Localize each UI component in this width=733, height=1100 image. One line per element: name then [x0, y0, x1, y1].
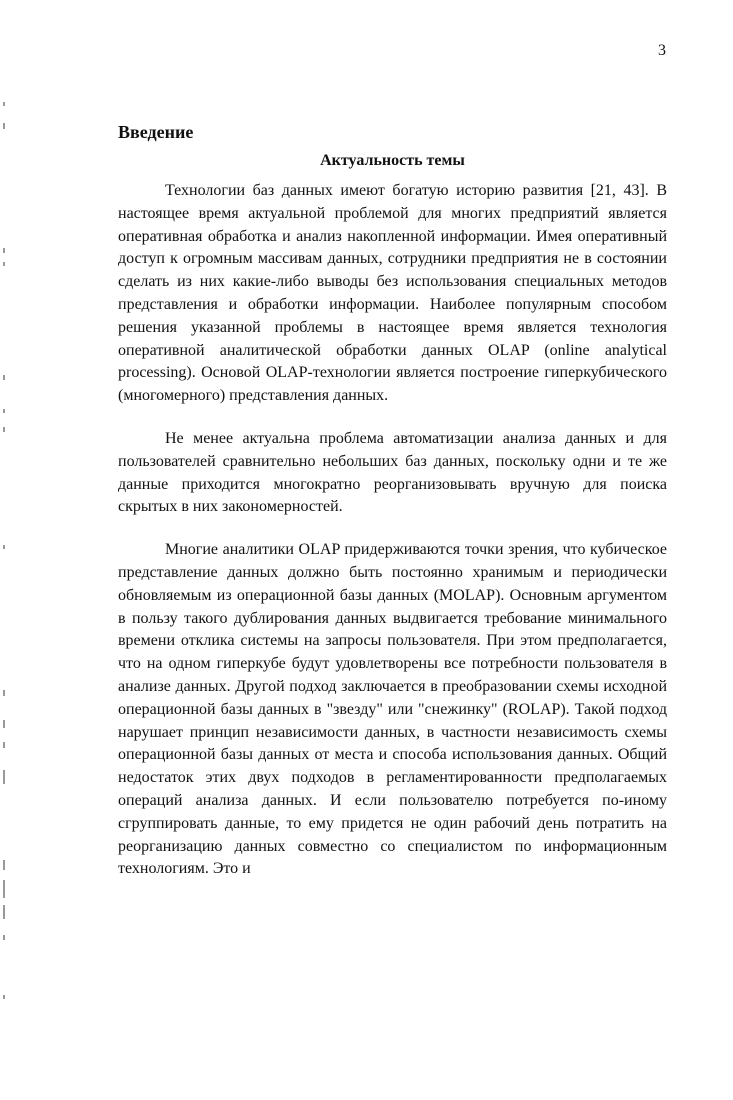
page-number: 3	[658, 42, 666, 59]
scan-mark	[3, 375, 5, 380]
scan-mark	[3, 123, 5, 129]
scan-edge-marks	[3, 0, 13, 1100]
section-heading: Введение	[118, 122, 194, 142]
document-body	[118, 118, 667, 901]
section-subheading: Актуальность темы	[320, 152, 465, 169]
scan-mark	[3, 248, 5, 253]
scan-mark	[3, 770, 5, 784]
scan-mark	[3, 545, 5, 549]
scan-mark	[3, 880, 5, 898]
scan-mark	[3, 427, 5, 432]
scan-mark	[3, 262, 5, 266]
paragraph-2: Не менее актуальна проблема автоматизации анализа данных и для пользователей сравнительно небольших баз данных, поскольку одни и те же данные приходится многократно реорганизовывать вручную для поиска скрытых в них закономерностей.	[118, 429, 667, 516]
scan-mark	[3, 935, 5, 940]
scan-mark	[3, 690, 5, 696]
scan-mark	[3, 102, 5, 106]
scan-mark	[3, 742, 5, 748]
paragraph-1: Технологии баз данных имеют богатую историю развития [21, 43]. В настоящее время актуальной проблемой для многих предприятий является оперативная обработка и анализ накопленной информации. Имея оперативный доступ к огромным массивам данных, сотрудники предприятия не в состоянии сделать из них какие-либо выводы без использования специальных методов представления и обработки информации. Наиболее популярным способом решения указанной проблемы в настоящее время является технология оперативной аналитической обработки данных OLAP (online analytical processing). Основой OLAP-технологии является построение гиперкубического (многомерного) представления данных.	[118, 182, 667, 405]
scan-mark	[3, 995, 5, 999]
scan-mark	[3, 905, 5, 919]
scan-mark	[3, 860, 5, 870]
scan-mark	[3, 409, 5, 413]
paragraph-3: Многие аналитики OLAP придерживаются точки зрения, что кубическое представление данных должно быть постоянно хранимым и периодически обновляемым из операционной базы данных (MOLAP). Основным аргументом в пользу такого дублирования данных выдвигается требование минимального времени отклика системы на запросы пользователя. При этом предполагается, что на одном гиперкубе будут удовлетворены все потребности пользователя в анализе данных. Другой подход заключается в преобразовании схемы исходной операционной базы данных в "звезду" или "снежинку" (ROLAP). Такой подход нарушает принцип независимости данных, в частности независимость схемы операционной базы данных от места и способа использования данных. Общий недостаток этих двух подходов в регламентированности предполагаемых операций анализа данных. И если пользователю потребуется по-иному сгруппировать данные, то ему придется не один рабочий день потратить на реорганизацию данных совместно со специалистом по информационным технологиям. Это и	[118, 541, 667, 878]
scan-mark	[3, 720, 5, 728]
